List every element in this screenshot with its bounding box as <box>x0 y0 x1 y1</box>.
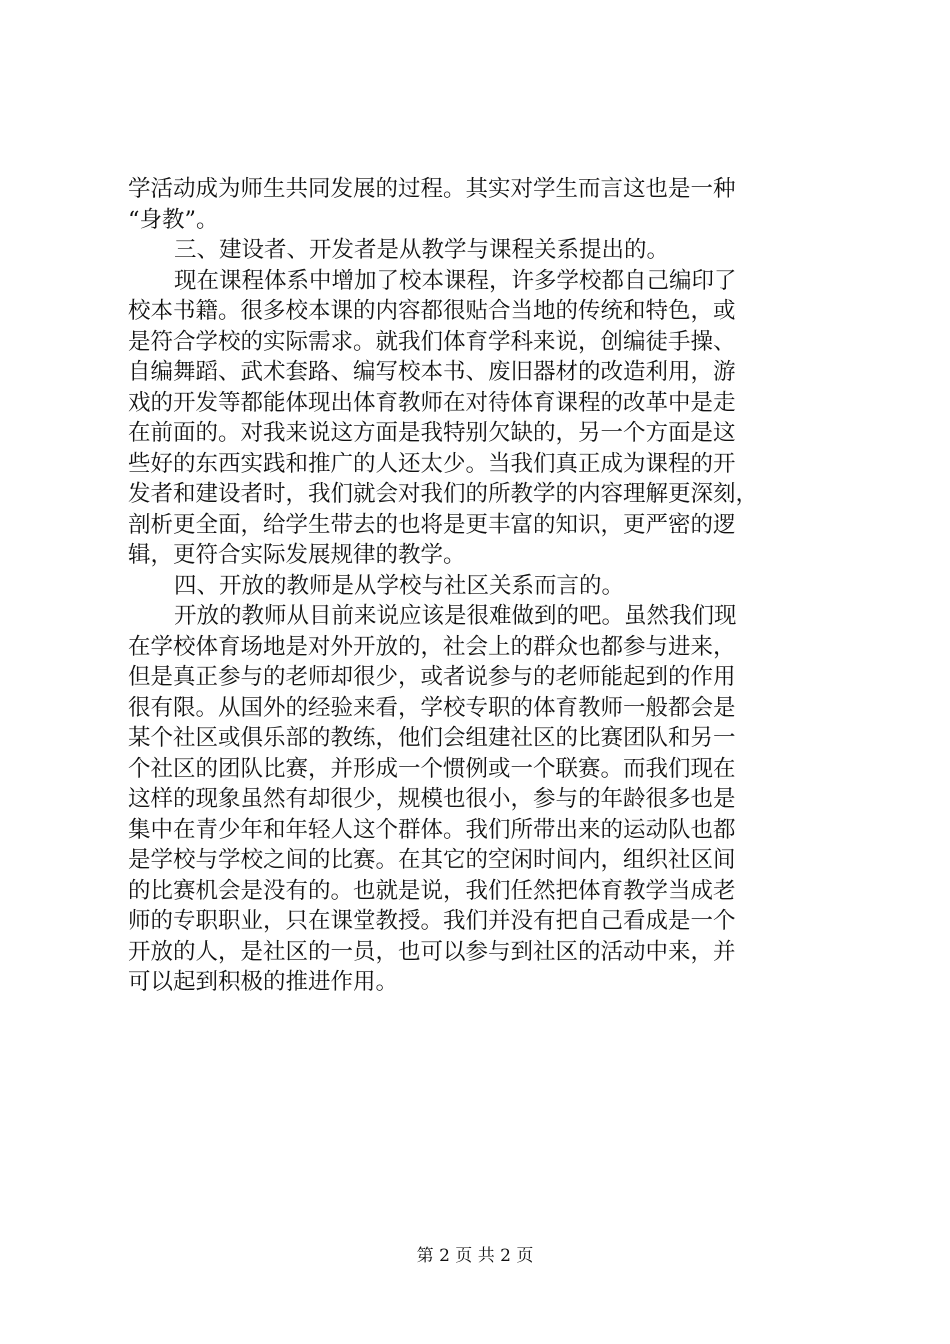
body-line: 是符合学校的实际需求。就我们体育学科来说，创编徒手操、 <box>128 328 736 355</box>
body-line: 辑，更符合实际发展规律的教学。 <box>128 542 466 568</box>
body-line: 个社区的团队比赛，并形成一个惯例或一个联赛。而我们现在 <box>128 755 736 782</box>
section-heading: 三、建设者、开发者是从教学与课程关系提出的。 <box>174 237 670 263</box>
body-line: 在学校体育场地是对外开放的，社会上的群众也都参与进来， <box>128 633 736 660</box>
document-body <box>128 174 830 998</box>
body-line: 自编舞蹈、武术套路、编写校本书、废旧器材的改造利用，游 <box>128 359 736 385</box>
body-line: 但是真正参与的老师却很少，或者说参与的老师能起到的作用 <box>128 664 736 690</box>
body-line: 某个社区或俱乐部的教练，他们会组建社区的比赛团队和另一 <box>128 725 736 751</box>
body-line: 开放的人，是社区的一员，也可以参与到社区的活动中来，并 <box>128 938 736 965</box>
body-line: 是学校与学校之间的比赛。在其它的空闲时间内，组织社区间 <box>128 847 736 873</box>
body-line: 学活动成为师生共同发展的过程。其实对学生而言这也是一种 <box>128 176 736 202</box>
body-line: 剖析更全面，给学生带去的也将是更丰富的知识，更严密的逻 <box>128 511 736 538</box>
body-line: 很有限。从国外的经验来看，学校专职的体育教师一般都会是 <box>128 694 736 721</box>
body-line: “身教”。 <box>128 206 219 233</box>
body-line: 校本书籍。很多校本课的内容都很贴合当地的传统和特色，或 <box>128 298 736 324</box>
paragraph-first-line: 开放的教师从目前来说应该是很难做到的吧。虽然我们现 <box>174 603 737 629</box>
body-line: 集中在青少年和年轻人这个群体。我们所带出来的运动队也都 <box>128 816 736 843</box>
body-line: 发者和建设者时，我们就会对我们的所教学的内容理解更深刻， <box>128 481 759 507</box>
body-line: 戏的开发等都能体现出体育教师在对待体育课程的改革中是走 <box>128 389 736 416</box>
section-heading: 四、开放的教师是从学校与社区关系而言的。 <box>174 572 625 599</box>
paragraph-first-line: 现在课程体系中增加了校本课程，许多学校都自己编印了 <box>174 267 737 294</box>
body-line: 可以起到积极的推进作用。 <box>128 969 399 995</box>
body-line: 这样的现象虽然有却很少，规模也很小，参与的年龄很多也是 <box>128 786 736 812</box>
body-line: 的比赛机会是没有的。也就是说，我们任然把体育教学当成老 <box>128 877 736 904</box>
body-line: 师的专职职业，只在课堂教授。我们并没有把自己看成是一个 <box>128 908 736 934</box>
body-line: 些好的东西实践和推广的人还太少。当我们真正成为课程的开 <box>128 450 736 477</box>
body-line: 在前面的。对我来说这方面是我特别欠缺的，另一个方面是这 <box>128 420 736 446</box>
page-number-footer: 第 2 页 共 2 页 <box>416 1246 534 1266</box>
